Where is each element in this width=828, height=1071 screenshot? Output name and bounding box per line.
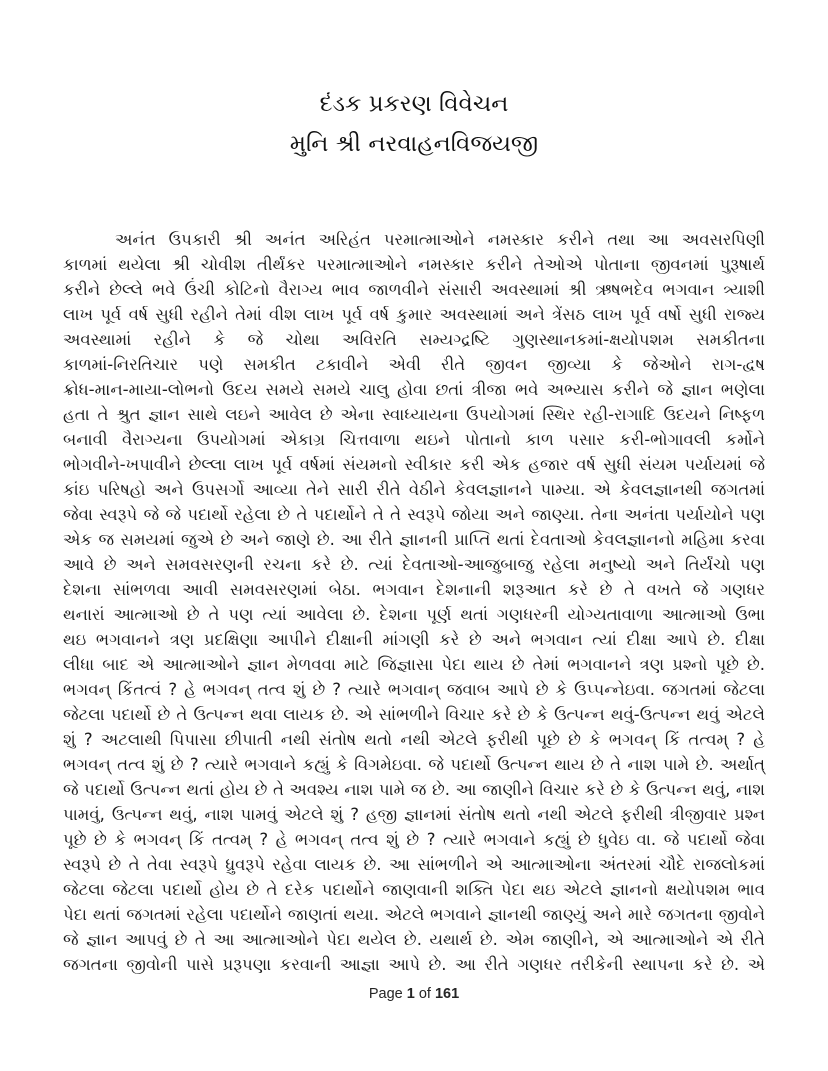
body-line: હતા તે શ્રુત જ્ઞાન સાથે લઇને આવેલ છે એના સ્વાધ્યાયના ઉપયોગમાં સ્થિર રહી-રાગાદિ ઉદયને નિષ્ફળ [63, 405, 765, 424]
body-line: જે પદાર્થો ઉત્પન્ન થતાં હોય છે તે અવશ્ય નાશ પામે જ છે. આ જાણીને વિચાર કરે છે કે ઉત્પન્ન થવું, નાશ [63, 780, 765, 799]
body-line: એક જ સમયમાં જુએ છે અને જાણે છે. આ રીતે જ્ઞાનની પ્રાપ્તિ થતાં દેવતાઓ કેવલજ્ઞાનનો મહિમા કરવા [63, 530, 765, 549]
footer-page-label: Page [368, 986, 403, 1002]
body-line: શું ? અટલાથી પિપાસા છીપાતી નથી સંતોષ થતો નથી એટલે ફરીથી પૂછે છે કે ભગવન્ કિં તત્વમ્ ? હે [63, 730, 765, 749]
body-line: અવસ્થામાં રહીને કે જે ચોથા અવિરતિ સમ્યગ્દ્રષ્ટિ ગુણસ્થાનકમાં-ક્ષયોપશમ સમકીતના [63, 330, 765, 349]
body-line: અનંત ઉપકારી શ્રી અનંત અરિહંત પરમાત્માઓને નમસ્કાર કરીને તથા આ અવસરપિણી [115, 230, 765, 249]
document-title-block [0, 84, 828, 164]
footer-page-number: 1 [406, 986, 415, 1002]
body-line: જેટલા પદાર્થો છે તે ઉત્પન્ન થવા લાયક છે. એ સાંભળીને વિચાર કરે છે કે ઉત્પન્ન થવું-ઉત્પન્ન થવું એટલે [63, 705, 765, 724]
document-author: મુનિ શ્રી નરવાહનવિજયજી [289, 131, 539, 157]
body-line: લાખ પૂર્વ વર્ષ સુધી રહીને તેમાં વીશ લાખ પૂર્વ વર્ષ કુમાર અવસ્થામાં અને ત્રેંસઠ લાખ પૂર્વ વર્ષો સુધી રાજ્ય [63, 305, 765, 324]
body-line: પેદા થતાં જગતમાં રહેલા પદાર્થોને જાણતાં થયા. એટલે ભગવાને જ્ઞાનથી જાણ્યું અને મારે જગતના જીવોને [63, 905, 765, 924]
body-line: જગતના જીવોની પાસે પ્રરૂપણા કરવાની આજ્ઞા આપે છે. આ રીતે ગણધર તરીકેની સ્થાપના કરે છે. એ [63, 955, 765, 974]
body-line: થનારાં આત્માઓ છે તે પણ ત્યાં આવેલા છે. દેશના પૂર્ણ થતાં ગણધરની યોગ્યતાવાળા આત્માઓ ઉભા [63, 605, 765, 624]
body-line: ભગવન્ કિંતત્વં ? હે ભગવન્ તત્વ શું છે ? ત્યારે ભગવાન્ જવાબ આપે છે કે ઉપ્પન્નેઇવા. જગતમાં જેટલા [63, 680, 765, 699]
document-body [63, 227, 765, 977]
body-line: જેટલા જેટલા પદાર્થો હોય છે તે દરેક પદાર્થોને જાણવાની શક્તિ પેદા થઇ એટલે જ્ઞાનનો ક્ષયોપશમ ભાવ [63, 880, 765, 899]
body-line: સ્વરૂપે છે તે તેવા સ્વરૂપે ધ્રુવરૂપે રહેવા લાયક છે. આ સાંભળીને એ આત્માઓના અંતરમાં ચૌદે રાજલોકમાં [63, 855, 765, 874]
document-title: દંડક પ્રકરણ વિવેચન [319, 91, 509, 117]
body-line: ભગવન્ તત્વ શું છે ? ત્યારે ભગવાને કહ્યું કે વિગમેઇવા. જે પદાર્થો ઉત્પન્ન થાય છે તે નાશ પામે છે. અર્થાત્ [63, 755, 765, 774]
body-line: ભોગવીને-ખપાવીને છેલ્લા લાખ પૂર્વ વર્ષમાં સંયમનો સ્વીકાર કરી એક હજાર વર્ષ સુધી સંયમ પર્યાયમાં જે [63, 455, 765, 474]
body-line: પૂછે છે કે ભગવન્ કિં તત્વમ્ ? હે ભગવન્ તત્વ શું છે ? ત્યારે ભગવાને કહ્યું છે ધુવેઇ વા. જે પદાર્થો જેવા [63, 830, 765, 849]
body-line: બનાવી વૈરાગ્યના ઉપયોગમાં એકાગ્ર ચિત્તવાળા થઇને પોતાનો કાળ પસાર કરી-ભોગાવલી કર્મોને [63, 430, 765, 449]
body-line: કાળમાં-નિરતિચાર પણે સમકીત ટકાવીને એવી રીતે જીવન જીવ્યા કે જેઓને રાગ-દ્વષ [63, 355, 765, 374]
body-line: કાળમાં થયેલા શ્રી ચોવીશ તીર્થંકર પરમાત્માઓને નમસ્કાર કરીને તેઓએ પોતાના જીવનમાં પુરૂષાર્થ [63, 255, 765, 274]
body-line: જે જ્ઞાન આપવું છે તે આ આત્માઓને પેદા થયેલ છે. યથાર્થ છે. એમ જાણીને, એ આત્માઓને એ રીતે [63, 930, 765, 949]
body-line: પામવું, ઉત્પન્ન થવું, નાશ પામવું એટલે શું ? હજી જ્ઞાનમાં સંતોષ થતો નથી એટલે ફરીથી ત્રીજીવાર પ્રશ્ન [63, 805, 765, 824]
body-line: કરીને છેલ્લે ભવે ઉંચી કોટિનો વૈરાગ્ય ભાવ જાળવીને સંસારી અવસ્થામાં શ્રી ઋષભદેવ ભગવાન ત્ર્યાશી [63, 280, 765, 299]
body-line: લીધા બાદ એ આત્માઓને જ્ઞાન મેળવવા માટે જિજ્ઞાસા પેદા થાય છે તેમાં ભગવાનને ત્રણ પ્રશ્નો પૂછે છે. [63, 655, 765, 674]
body-line: કાંઇ પરિષહો અને ઉપસર્ગો આવ્યા તેને સારી રીતે વેઠીને કેવલજ્ઞાનને પામ્યા. એ કેવલજ્ઞાનથી જગતમાં [63, 480, 765, 499]
body-line: થઇ ભગવાનને ત્રણ પ્રદક્ષિણા આપીને દીક્ષાની માંગણી કરે છે અને ભગવાન ત્યાં દીક્ષા આપે છે. દીક્ષા [63, 630, 765, 649]
body-line: જેવા સ્વરૂપે જે જે પદાર્થો રહેલા છે તે પદાર્થોને તે તે સ્વરૂપે જોયા અને જાણ્યા. તેના અનંતા પર્યાયોને પણ [63, 505, 765, 524]
body-line: દેશના સાંભળવા આવી સમવસરણમાં બેઠા. ભગવાન દેશનાની શરૂઆત કરે છે તે વખતે જે ગણધર [63, 580, 765, 599]
body-line: ક્રોધ-માન-માયા-લોભનો ઉદય સમયે સમયે ચાલુ હોવા છતાં ત્રીજા ભવે અભ્યાસ કરીને જે જ્ઞાન ભણેલા [63, 380, 765, 399]
body-line: આવે છે અને સમવસરણની રચના કરે છે. ત્યાં દેવતાઓ-આજુબાજુ રહેલા મનુષ્યો અને તિર્યંચો પણ [63, 555, 765, 574]
page-footer [0, 986, 828, 1002]
footer-of-label: of [418, 986, 431, 1002]
footer-total-pages: 161 [434, 986, 460, 1002]
